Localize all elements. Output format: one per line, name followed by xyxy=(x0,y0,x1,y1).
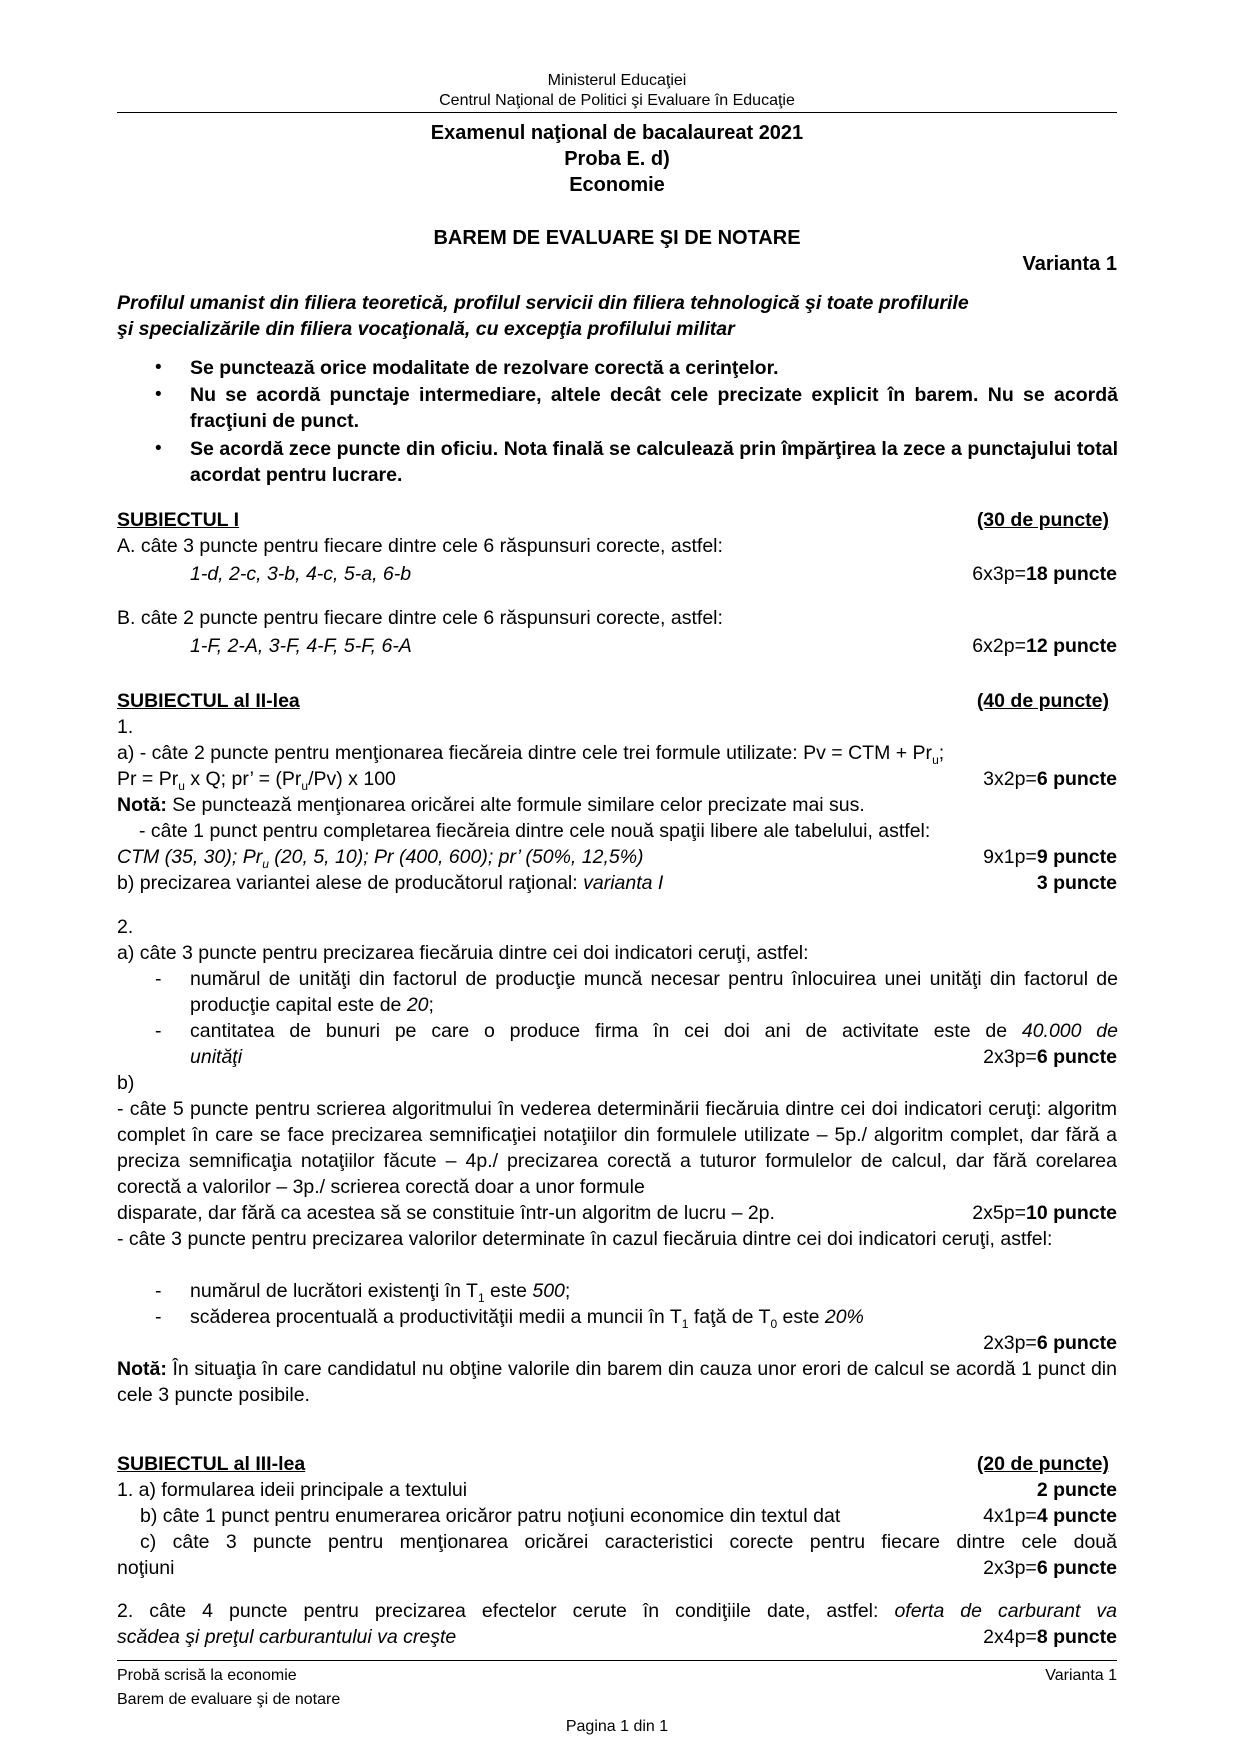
s2-2b-last-text: disparate, dar fără ca acestea să se constituie într-un algoritm de lucru – 2p. xyxy=(117,1202,775,1224)
note-label: Notă: xyxy=(117,794,167,816)
s3-2-answer: oferta de carburant va xyxy=(894,1600,1117,1622)
s3-1a-text: 1. a) formularea ideii principale a textului xyxy=(117,1479,468,1501)
section-1-points: (30 de puncte) xyxy=(976,509,1109,531)
s2-note-1 xyxy=(117,792,1117,818)
s3-1c-text-cont: noţiuni xyxy=(117,1557,175,1579)
proba-title: Proba E. d) xyxy=(564,148,670,170)
item-text: este xyxy=(484,1280,533,1302)
s2-2b-v-total: 6 puncte xyxy=(1036,1332,1117,1354)
s2-2b-formula: 2x5p= xyxy=(972,1202,1026,1224)
formula-part: Pr = Pr xyxy=(117,768,179,790)
s3-1b-formula: 4x1p= xyxy=(983,1505,1037,1527)
s2-1a-line2 xyxy=(117,766,1117,792)
dash-icon: - xyxy=(155,1020,162,1042)
s1-b-total: 12 puncte xyxy=(1025,635,1117,657)
s2-fill-line: - câte 1 punct pentru completarea fiecăreia dintre cele nouă spaţii libere ale tabelului, astfel: xyxy=(139,820,931,842)
item-value: 40.000 de xyxy=(1021,1020,1118,1042)
s3-2-total: 8 puncte xyxy=(1036,1626,1117,1648)
exam-title: Examenul naţional de bacalaureat 2021 xyxy=(430,122,804,144)
note-text: Se punctează menţionarea oricărei alte formule similare celor precizate mai sus. xyxy=(166,794,865,816)
dash-icon: - xyxy=(155,1280,162,1302)
header-divider xyxy=(117,112,1117,113)
barem-title: BAREM DE EVALUARE ŞI DE NOTARE xyxy=(433,227,801,249)
bullet-icon: • xyxy=(155,384,162,405)
bullet-icon: • xyxy=(155,357,162,378)
s3-2-answer-cont: scădea şi preţul carburantului va creşte xyxy=(117,1626,457,1648)
s2-note-2 xyxy=(117,1356,1117,1408)
item-text: este xyxy=(777,1306,825,1328)
s2-1a-line1-end: ; xyxy=(938,742,945,764)
sub-index: 0 xyxy=(770,1316,778,1331)
section-2-points: (40 de puncte) xyxy=(976,690,1109,712)
s1-a-answers-row xyxy=(117,561,1117,587)
item-text: numărul de unităţi din factorul de producţie muncă necesar pentru înlocuirea unei unităţi din factorul de producţie capital este de xyxy=(190,968,1118,1016)
ministry-header: Ministerul Educaţiei xyxy=(547,72,687,89)
s1-b-answers-row xyxy=(117,633,1117,659)
dash-icon: - xyxy=(155,968,162,990)
item-end: ; xyxy=(564,1280,571,1302)
s2-1a-line1-text: a) - câte 2 puncte pentru menţionarea fiecăreia dintre cele trei formule utilizate: Pv = CTM + Pr xyxy=(117,742,933,764)
rule-1: Se punctează orice modalitate de rezolvare corectă a cerinţelor. xyxy=(190,357,779,379)
s2-2b-item-1 xyxy=(190,1278,1118,1304)
item-text: faţă de T xyxy=(688,1306,771,1328)
s1-b-text: B. câte 2 puncte pentru fiecare dintre cele 6 răspunsuri corecte, astfel: xyxy=(117,607,723,629)
sub-u: u xyxy=(262,856,269,871)
s2-fill-formula: 9x1p= xyxy=(983,846,1037,868)
footer-left-2: Barem de evaluare şi de notare xyxy=(117,1691,341,1708)
fill-answer-part: (20, 5, 10); Pr (400, 600); pr’ (50%, 12,5%) xyxy=(268,846,644,868)
s2-item-2-number: 2. xyxy=(117,916,134,938)
sub-u: u xyxy=(301,778,309,793)
section-3-title: SUBIECTUL al III-lea xyxy=(117,1453,306,1475)
section-3-points: (20 de puncte) xyxy=(976,1453,1109,1475)
sub-u: u xyxy=(932,752,939,767)
s2-2b-total: 10 puncte xyxy=(1025,1202,1117,1224)
s2-2a-formula: 2x3p= xyxy=(983,1046,1037,1068)
s2-fill-answers xyxy=(117,844,1117,870)
section-3-heading xyxy=(117,1451,1117,1477)
note-label: Notă: xyxy=(117,1358,167,1380)
item-text: numărul de lucrători existenţi în T xyxy=(190,1280,478,1302)
footer-variant: Varianta 1 xyxy=(1045,1667,1117,1684)
formula-part: /Pv) x 100 xyxy=(308,768,396,790)
s3-line-1a xyxy=(117,1477,1117,1503)
s1-a-text: A. câte 3 puncte pentru fiecare dintre cele 6 răspunsuri corecte, astfel: xyxy=(117,535,723,557)
profile-line-1: Profilul umanist din filiera teoretică, profilul servicii din filiera tehnologică şi toate profilurile xyxy=(117,292,969,314)
s2-1a-total: 6 puncte xyxy=(1036,768,1117,790)
s3-line-2-cont xyxy=(117,1624,1117,1650)
s3-line-1b xyxy=(117,1503,1117,1529)
s1-a-total: 18 puncte xyxy=(1025,563,1117,585)
s1-b-answers: 1-F, 2-A, 3-F, 4-F, 5-F, 6-A xyxy=(190,635,412,657)
s3-2-formula: 2x4p= xyxy=(983,1626,1037,1648)
sub-u: u xyxy=(178,778,185,793)
profile-line-2: şi specializările din filiera vocaţională, cu excepţia profilului militar xyxy=(117,318,735,340)
s2-item-1-number: 1. xyxy=(117,716,134,738)
s3-1c-total: 6 puncte xyxy=(1036,1557,1117,1579)
s3-line-1c-cont xyxy=(117,1555,1117,1581)
s2-2b-last-line xyxy=(117,1200,1117,1226)
footer-divider xyxy=(117,1660,1117,1661)
item-end: ; xyxy=(428,994,434,1016)
subject-title: Economie xyxy=(569,174,665,196)
item-text: scăderea procentuală a productivităţii medii a muncii în T xyxy=(190,1306,682,1328)
s2-1b-text: b) precizarea variantei alese de producătorul raţional: xyxy=(117,872,584,894)
footer-left-1: Probă scrisă la economie xyxy=(117,1667,297,1684)
s1-a-answers: 1-d, 2-c, 3-b, 4-c, 5-a, 6-b xyxy=(190,563,412,585)
s2-2a-text: a) câte 3 puncte pentru precizarea fiecăruia dintre cei doi indicatori ceruţi, astfel: xyxy=(117,942,809,964)
s3-line-1c: c) câte 3 puncte pentru menţionarea oricărei caracteristici corecte pentru fiecare dintre cele două xyxy=(140,1531,1117,1553)
s2-2a-item-1 xyxy=(190,966,1118,1018)
s2-1a-formula: 3x2p= xyxy=(983,768,1037,790)
s2-2a-item-2-cont xyxy=(117,1044,1117,1070)
s2-fill-total: 9 puncte xyxy=(1036,846,1117,868)
rule-3: Se acordă zece puncte din oficiu. Nota finală se calculează prin împărţirea la zece a punctajului total acordat pentru lucrare. xyxy=(190,438,1118,486)
s2-2b-item-2 xyxy=(190,1304,1118,1330)
item-value-cont: unităţi xyxy=(190,1046,243,1068)
page-number: Pagina 1 din 1 xyxy=(565,1718,669,1735)
s3-1b-total: 4 puncte xyxy=(1036,1505,1117,1527)
formula-part: x Q; pr’ = (Pr xyxy=(184,768,302,790)
variant-label: Varianta 1 xyxy=(1022,253,1117,275)
sub-index: 1 xyxy=(681,1316,689,1331)
section-2-title: SUBIECTUL al II-lea xyxy=(117,690,300,712)
s3-1a-total: 2 puncte xyxy=(1036,1479,1117,1501)
s2-1a-line1 xyxy=(117,740,1117,766)
s2-1b-line xyxy=(117,870,1117,896)
s2-2b-label: b) xyxy=(117,1072,135,1094)
s3-2-text: 2. câte 4 puncte pentru precizarea efectelor cerute în condiţiile date, astfel: xyxy=(117,1600,895,1622)
s2-1b-total: 3 puncte xyxy=(1036,872,1117,894)
dash-icon: - xyxy=(155,1306,162,1328)
s2-2a-total: 6 puncte xyxy=(1036,1046,1117,1068)
s2-2b-paragraph: - câte 5 puncte pentru scrierea algoritmului în vederea determinării fiecăruia dintre cei doi indicatori ceruţi: algoritm complet în care se face precizarea semnificaţiei notaţiilor din formulele utilizate – 5p./ algoritm complet, dar fără a preciza semnificaţia notaţiilor făcute – 4p./ precizarea corectă a tuturor formulelor de calcul, dar fără corelarea corectă a valorilor – 3p./ scrierea corectă doar a unor formule xyxy=(117,1098,1117,1198)
bullet-icon: • xyxy=(155,438,162,459)
s3-line-2 xyxy=(117,1598,1117,1624)
s2-2b-v-formula: 2x3p= xyxy=(983,1332,1037,1354)
s1-a-formula: 6x3p= xyxy=(972,563,1026,585)
item-value: 500 xyxy=(532,1280,565,1302)
s2-2b-values-intro: - câte 3 puncte pentru precizarea valorilor determinate în cazul fiecăruia dintre cei doi indicatori ceruţi, astfel: xyxy=(117,1228,1053,1250)
center-header: Centrul Naţional de Politici şi Evaluare în Educaţie xyxy=(439,92,795,109)
item-value: 20 xyxy=(406,994,429,1016)
section-1-heading xyxy=(117,507,1117,533)
s2-1b-answer: varianta I xyxy=(583,872,664,894)
s2-2a-item-2 xyxy=(190,1018,1118,1044)
note-text: În situaţia în care candidatul nu obţine valorile din barem din cauza unor erori de calcul se acordă 1 punct din cele 3 puncte posibile. xyxy=(117,1358,1117,1406)
rule-2: Nu se acordă punctaje intermediare, altele decât cele precizate explicit în barem. Nu se acordă fracţiuni de punct. xyxy=(190,384,1118,432)
s1-b-formula: 6x2p= xyxy=(972,635,1026,657)
section-1-title: SUBIECTUL I xyxy=(117,509,240,531)
item-value: 20% xyxy=(824,1306,864,1328)
fill-answer-part: CTM (35, 30); Pr xyxy=(117,846,263,868)
sub-index: 1 xyxy=(477,1290,485,1305)
item-text: cantitatea de bunuri pe care o produce firma în cei doi ani de activitate este de xyxy=(190,1020,1022,1042)
s3-1c-formula: 2x3p= xyxy=(983,1557,1037,1579)
section-2-heading xyxy=(117,688,1117,714)
s3-1b-text: b) câte 1 punct pentru enumerarea oricăror patru noţiuni economice din textul dat xyxy=(140,1505,841,1527)
